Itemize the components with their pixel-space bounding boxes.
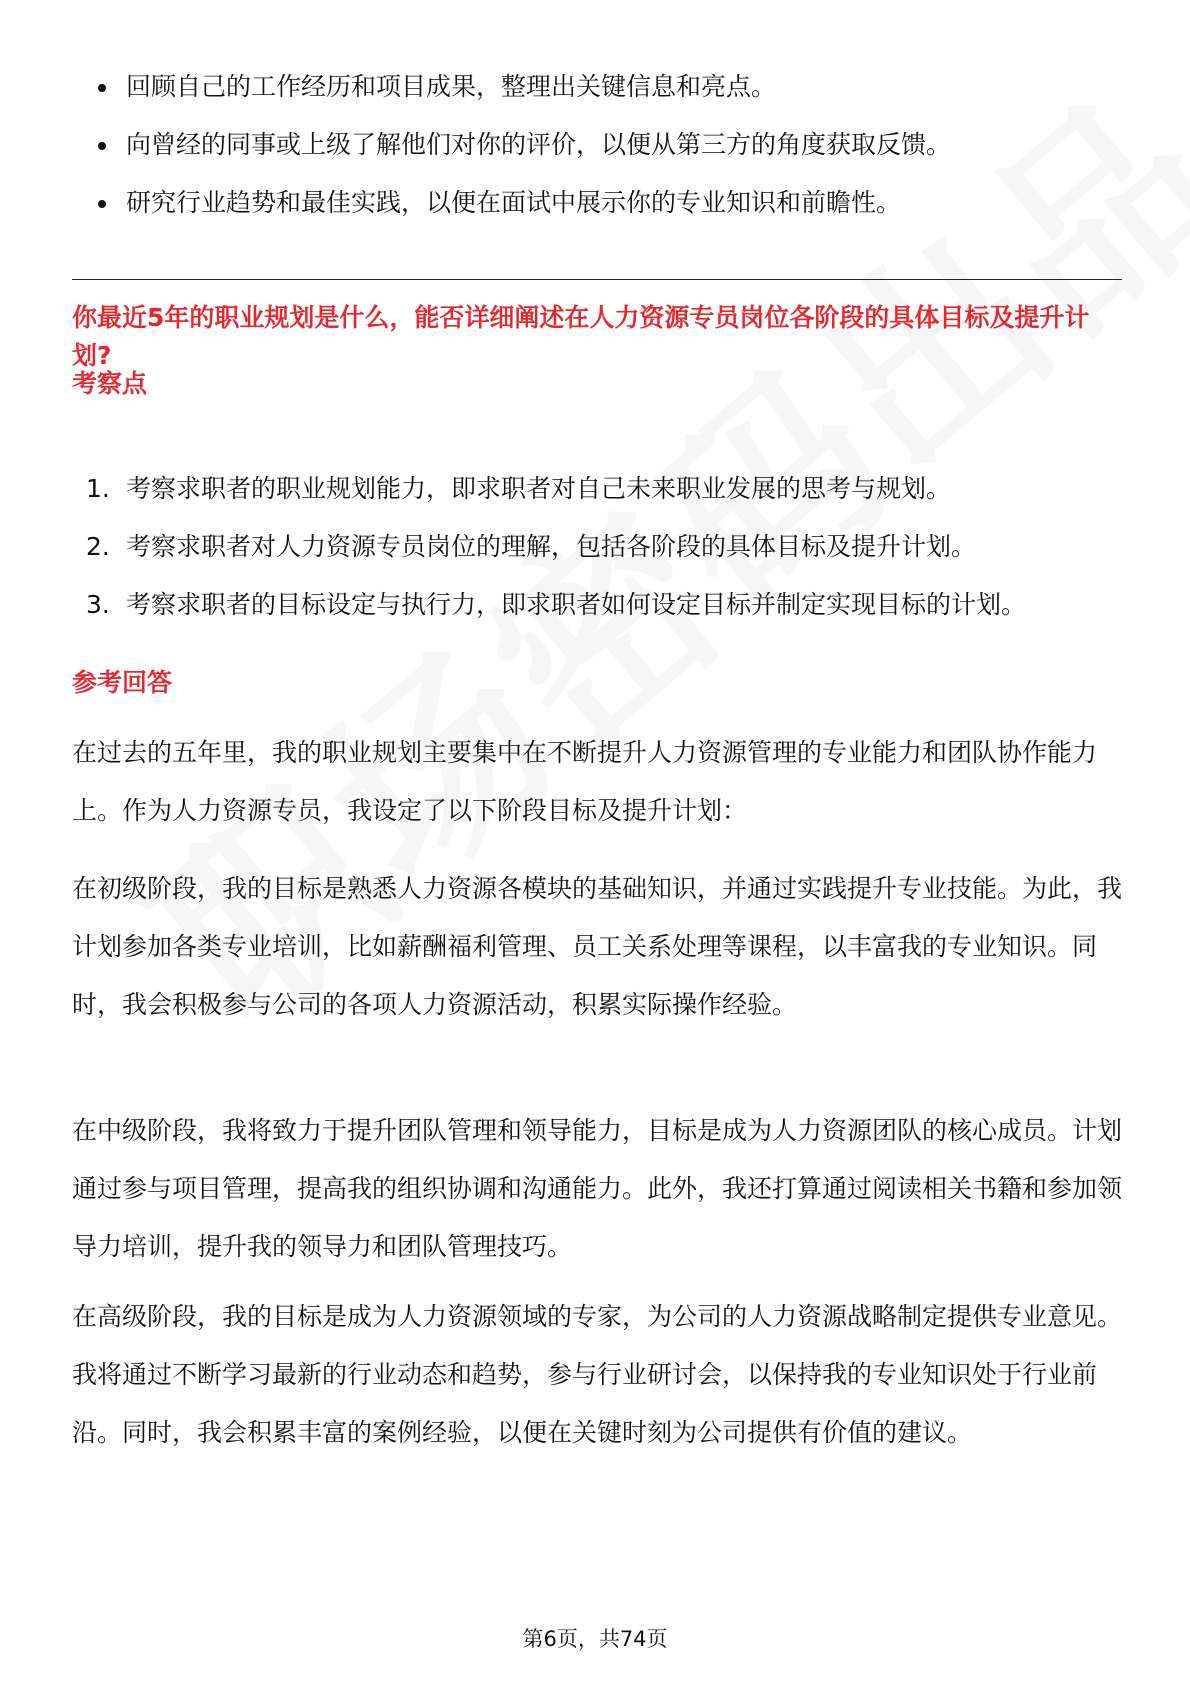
question-heading: 你最近5年的职业规划是什么，能否详细阐述在人力资源专员岗位各阶段的具体目标及提升计划?	[72, 303, 1090, 370]
list-item	[72, 116, 1122, 174]
list-item	[72, 576, 1122, 634]
list-item	[72, 174, 1122, 232]
answer-paragraph: 在过去的五年里，我的职业规划主要集中在不断提升人力资源管理的专业能力和团队协作能力上。作为人力资源专员，我设定了以下阶段目标及提升计划：	[72, 738, 1098, 825]
top-bullet-list	[72, 58, 1122, 232]
list-item	[72, 58, 1122, 116]
list-item-text: 考察求职者对人力资源专员岗位的理解，包括各阶段的具体目标及提升计划。	[126, 532, 977, 561]
list-item-text: 研究行业趋势和最佳实践，以便在面试中展示你的专业知识和前瞻性。	[126, 188, 902, 217]
list-item-text: 回顾自己的工作经历和项目成果，整理出关键信息和亮点。	[126, 72, 777, 101]
answer-heading: 参考回答	[72, 668, 173, 697]
bullet-icon	[98, 142, 106, 150]
section-divider	[72, 279, 1122, 280]
list-item	[72, 460, 1122, 518]
focus-heading: 考察点	[72, 369, 148, 398]
list-number: 1.	[86, 474, 110, 503]
bullet-icon	[98, 84, 106, 92]
list-item-text: 考察求职者的职业规划能力，即求职者对自己未来职业发展的思考与规划。	[126, 474, 952, 503]
answer-paragraph: 在中级阶段，我将致力于提升团队管理和领导能力，目标是成为人力资源团队的核心成员。计划通过参与项目管理，提高我的组织协调和沟通能力。此外，我还打算通过阅读相关书籍和参加领导力培训，提升我的领导力和团队管理技巧。	[72, 1116, 1123, 1261]
list-number: 3.	[86, 590, 110, 619]
list-number: 2.	[86, 532, 110, 561]
focus-point-list	[72, 460, 1122, 634]
bullet-icon	[98, 200, 106, 208]
list-item	[72, 518, 1122, 576]
answer-paragraph: 在初级阶段，我的目标是熟悉人力资源各模块的基础知识，并通过实践提升专业技能。为此，我计划参加各类专业培训，比如薪酬福利管理、员工关系处理等课程，以丰富我的专业知识。同时，我会积极参与公司的各项人力资源活动，积累实际操作经验。	[72, 874, 1123, 1019]
answer-paragraph: 在高级阶段，我的目标是成为人力资源领域的专家，为公司的人力资源战略制定提供专业意见。我将通过不断学习最新的行业动态和趋势，参与行业研讨会，以保持我的专业知识处于行业前沿。同时，我会积累丰富的案例经验，以便在关键时刻为公司提供有价值的建议。	[72, 1302, 1123, 1447]
list-item-text: 考察求职者的目标设定与执行力，即求职者如何设定目标并制定实现目标的计划。	[126, 590, 1027, 619]
page-number: 第6页，共74页	[522, 1627, 668, 1651]
list-item-text: 向曾经的同事或上级了解他们对你的评价，以便从第三方的角度获取反馈。	[126, 130, 952, 159]
